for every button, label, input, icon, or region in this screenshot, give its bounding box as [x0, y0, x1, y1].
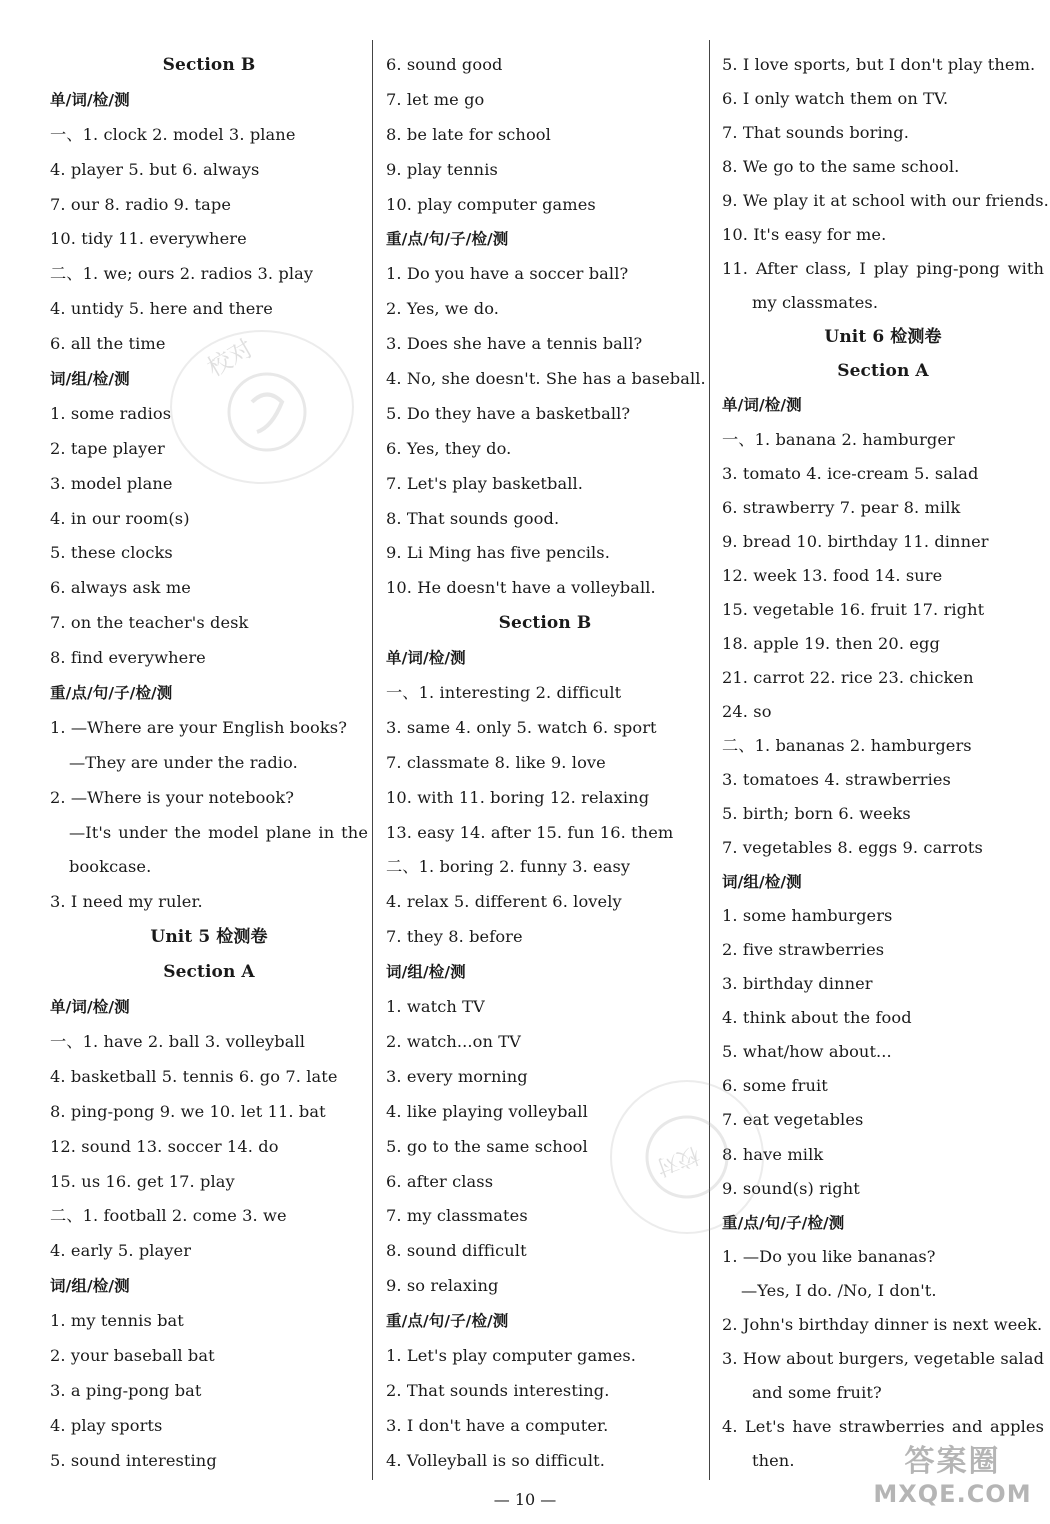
- page-number: — 10 —: [493, 1490, 557, 1509]
- answer-line: 2. five strawberries: [722, 940, 885, 960]
- answer-line: 4. play sports: [50, 1415, 163, 1435]
- answer-line: 13. easy 14. after 15. fun 16. them: [386, 822, 674, 842]
- column-divider: [709, 40, 710, 1480]
- answer-line: 1. watch TV: [386, 997, 485, 1017]
- answer-line: 3. tomato 4. ice-cream 5. salad: [722, 463, 979, 483]
- exercise-label: 词/组/检/测: [386, 963, 466, 982]
- answer-line: 6. all the time: [50, 334, 166, 354]
- answer-line: my classmates.: [752, 293, 879, 313]
- section-heading: Section A: [837, 361, 929, 382]
- answer-line: 5. birth; born 6. weeks: [722, 804, 911, 824]
- answer-line: 8. sound difficult: [386, 1241, 527, 1261]
- answer-line: 10. tidy 11. everywhere: [50, 229, 247, 249]
- answer-line: 3. a ping-pong bat: [50, 1380, 202, 1400]
- answer-line: 2. Yes, we do.: [386, 299, 499, 319]
- exercise-label: 重/点/句/子/检/测: [386, 1312, 509, 1331]
- svg-text:校对: 校对: [202, 333, 258, 383]
- exercise-label: 单/词/检/测: [722, 396, 802, 415]
- answer-line: 3. same 4. only 5. watch 6. sport: [386, 717, 657, 737]
- answer-line: 一、1. banana 2. hamburger: [722, 429, 955, 449]
- exercise-label: 重/点/句/子/检/测: [50, 684, 173, 703]
- answer-line: 2. tape player: [50, 438, 165, 458]
- answer-line: 6. some fruit: [722, 1076, 828, 1096]
- answer-line: 15. vegetable 16. fruit 17. right: [722, 599, 985, 619]
- answer-line: 4. basketball 5. tennis 6. go 7. late: [50, 1066, 338, 1086]
- answer-line: 3. tomatoes 4. strawberries: [722, 769, 951, 789]
- answer-line: —Yes, I do. /No, I don't.: [741, 1280, 937, 1300]
- answer-line: 15. us 16. get 17. play: [50, 1171, 235, 1191]
- answer-line: 1. —Do you like bananas?: [722, 1246, 936, 1266]
- answer-line: 4. Volleyball is so difficult.: [386, 1450, 605, 1470]
- answer-line: 2. John's birthday dinner is next week.: [722, 1314, 1043, 1334]
- answer-line: 4. untidy 5. here and there: [50, 299, 273, 319]
- answer-line: 3. birthday dinner: [722, 974, 873, 994]
- answer-line: 9. play tennis: [386, 159, 498, 179]
- section-heading: Section A: [163, 962, 255, 983]
- answer-line: and some fruit?: [752, 1382, 882, 1402]
- answer-line: 7. our 8. radio 9. tape: [50, 194, 232, 214]
- answer-line: 7. let me go: [386, 89, 485, 109]
- answer-line: 二、1. boring 2. funny 3. easy: [386, 857, 631, 877]
- answer-line: 4. in our room(s): [50, 508, 190, 528]
- answer-line: 3. model plane: [50, 473, 173, 493]
- answer-line: —It's under the model plane in the: [69, 822, 368, 842]
- answer-line: 8. be late for school: [386, 124, 551, 144]
- answer-line: 3. I need my ruler.: [50, 892, 203, 912]
- stamp-watermark: [610, 1080, 764, 1234]
- answer-line: 18. apple 19. then 20. egg: [722, 633, 940, 653]
- answer-line: 6. always ask me: [50, 578, 191, 598]
- answer-line: 10. He doesn't have a volleyball.: [386, 578, 656, 598]
- answer-line: 7. classmate 8. like 9. love: [386, 752, 606, 772]
- exercise-label: 重/点/句/子/检/测: [386, 230, 509, 249]
- answer-line: 7. on the teacher's desk: [50, 613, 249, 633]
- answer-line: 6. sound good: [386, 55, 503, 74]
- answer-line: bookcase.: [69, 857, 152, 877]
- answer-line: 24. so: [722, 701, 772, 721]
- answer-line: 4. relax 5. different 6. lovely: [386, 892, 622, 912]
- answer-column-middle: [386, 48, 704, 1479]
- answer-column-left: [50, 48, 368, 1479]
- answer-line: 1. my tennis bat: [50, 1311, 184, 1331]
- stamp-icon: [612, 1082, 762, 1232]
- answer-line: 8. ping-pong 9. we 10. let 11. bat: [50, 1101, 326, 1121]
- answer-line: 8. find everywhere: [50, 648, 206, 668]
- watermark-url: MXQE.COM: [873, 1480, 1032, 1508]
- answer-line: 3. Does she have a tennis ball?: [386, 334, 643, 354]
- answer-line: 5. these clocks: [50, 543, 173, 563]
- answer-line: —They are under the radio.: [69, 752, 298, 772]
- answer-line: 10. play computer games: [386, 194, 596, 214]
- answer-line: 8. We go to the same school.: [722, 157, 960, 177]
- answer-line: 2. your baseball bat: [50, 1345, 215, 1365]
- answer-line: 一、1. have 2. ball 3. volleyball: [50, 1031, 306, 1051]
- exercise-label: 词/组/检/测: [722, 873, 802, 892]
- answer-line: 9. Li Ming has five pencils.: [386, 543, 610, 563]
- exercise-label: 单/词/检/测: [386, 649, 466, 668]
- answer-line: 21. carrot 22. rice 23. chicken: [722, 667, 974, 687]
- answer-line: 5. I love sports, but I don't play them.: [722, 55, 1036, 74]
- svg-text:校对: 校对: [652, 1141, 703, 1180]
- answer-line: 12. week 13. food 14. sure: [722, 565, 943, 585]
- answer-line: 二、1. football 2. come 3. we: [50, 1206, 287, 1226]
- answer-line: 6. I only watch them on TV.: [722, 89, 949, 109]
- answer-line: 1. some hamburgers: [722, 906, 893, 926]
- section-heading: Section B: [498, 613, 592, 634]
- section-heading: Section B: [162, 55, 256, 75]
- answer-line: 2. That sounds interesting.: [386, 1380, 610, 1400]
- answer-line: 3. How about burgers, vegetable salad: [722, 1348, 1045, 1368]
- answer-line: 10. with 11. boring 12. relaxing: [386, 787, 650, 807]
- answer-line: 一、1. clock 2. model 3. plane: [50, 124, 296, 144]
- answer-line: 9. sound(s) right: [722, 1178, 860, 1198]
- answer-line: 9. We play it at school with our friends.: [722, 191, 1049, 211]
- answer-line: 1. Let's play computer games.: [386, 1345, 637, 1365]
- answer-line: 3. every morning: [386, 1066, 528, 1086]
- exercise-label: 单/词/检/测: [50, 998, 130, 1017]
- exercise-label: 重/点/句/子/检/测: [722, 1213, 845, 1232]
- exercise-label: 词/组/检/测: [50, 370, 130, 389]
- section-heading: Unit 6 检测卷: [824, 327, 942, 348]
- answer-line: then.: [752, 1450, 795, 1470]
- answer-line: 4. player 5. but 6. always: [50, 159, 260, 179]
- answer-line: 7. they 8. before: [386, 927, 523, 947]
- answer-line: 4. early 5. player: [50, 1241, 192, 1261]
- answer-line: 1. some radios: [50, 403, 172, 423]
- answer-line: 4. like playing volleyball: [386, 1101, 588, 1121]
- answer-line: 5. Do they have a basketball?: [386, 403, 631, 423]
- section-heading: Unit 5 检测卷: [150, 927, 268, 948]
- answer-line: 7. eat vegetables: [722, 1110, 864, 1130]
- answer-line: 1. Do you have a soccer ball?: [386, 264, 629, 284]
- answer-line: 2. —Where is your notebook?: [50, 787, 295, 807]
- watermark-text: 答案圈: [904, 1444, 1001, 1479]
- answer-line: 5. sound interesting: [50, 1450, 217, 1470]
- answer-line: 8. have milk: [722, 1144, 824, 1164]
- answer-line: 4. think about the food: [722, 1008, 912, 1028]
- answer-line: 9. so relaxing: [386, 1276, 499, 1296]
- answer-line: 7. my classmates: [386, 1206, 528, 1226]
- answer-line: 6. strawberry 7. pear 8. milk: [722, 497, 961, 517]
- answer-column-right: [722, 48, 1049, 1478]
- answer-line: 8. That sounds good.: [386, 508, 560, 528]
- stamp-icon: [172, 332, 352, 482]
- answer-line: 9. bread 10. birthday 11. dinner: [722, 531, 989, 551]
- exercise-label: 单/词/检/测: [50, 90, 130, 109]
- column-divider: [372, 40, 373, 1480]
- answer-line: 7. vegetables 8. eggs 9. carrots: [722, 838, 983, 858]
- answer-line: 10. It's easy for me.: [722, 225, 887, 245]
- answer-line: 6. after class: [386, 1171, 494, 1191]
- stamp-watermark: [170, 330, 354, 484]
- answer-line: 7. Let's play basketball.: [386, 473, 584, 493]
- answer-line: 1. —Where are your English books?: [50, 717, 347, 737]
- answer-line: 4. No, she doesn't. She has a baseball.: [386, 369, 706, 389]
- answer-line: 7. That sounds boring.: [722, 123, 909, 143]
- exercise-label: 词/组/检/测: [50, 1277, 130, 1296]
- answer-line: 二、1. we; ours 2. radios 3. play: [50, 264, 314, 284]
- answer-line: 12. sound 13. soccer 14. do: [50, 1136, 279, 1156]
- answer-line: 2. watch...on TV: [386, 1031, 521, 1051]
- answer-line: 4. Let's have strawberries and apples: [722, 1416, 1044, 1436]
- site-watermark-logo: [865, 1436, 1040, 1516]
- answer-line: 一、1. interesting 2. difficult: [386, 683, 622, 703]
- answer-line: 5. what/how about...: [722, 1042, 892, 1062]
- answer-line: 3. I don't have a computer.: [386, 1415, 609, 1435]
- answer-line: 5. go to the same school: [386, 1136, 588, 1156]
- answer-line: 11. After class, I play ping-pong with: [722, 259, 1044, 279]
- answer-line: 6. Yes, they do.: [386, 438, 512, 458]
- answer-line: 二、1. bananas 2. hamburgers: [722, 735, 972, 755]
